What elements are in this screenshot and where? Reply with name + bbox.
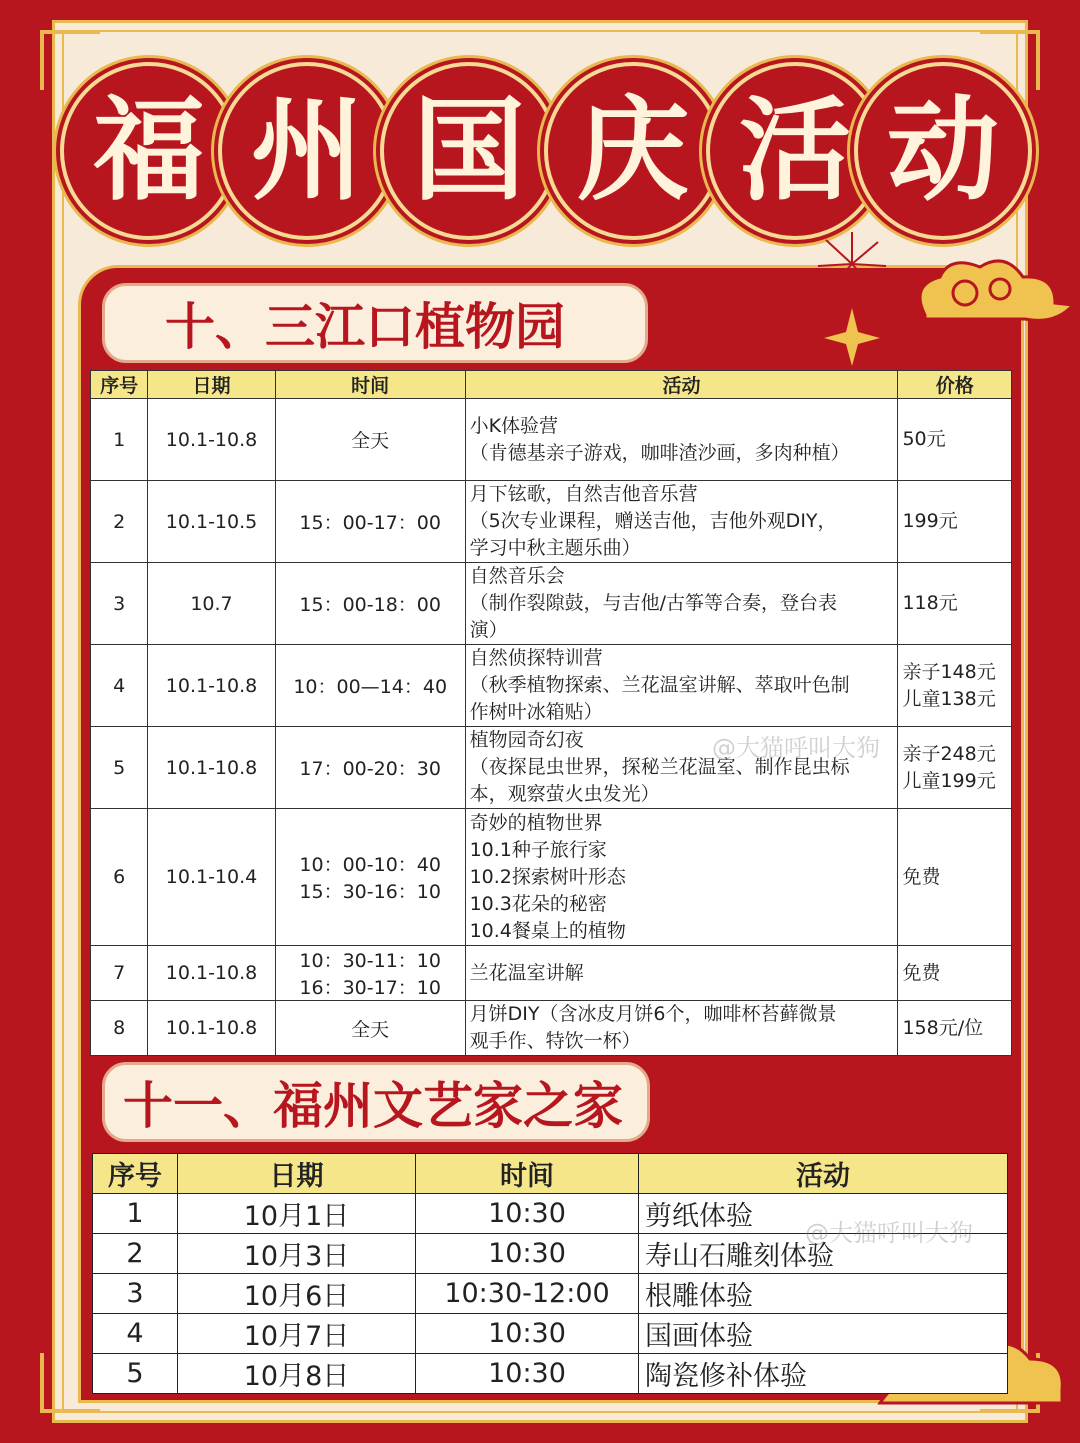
cell-date: 10月7日	[178, 1314, 416, 1354]
cloud-icon	[905, 255, 1075, 335]
cell-activity-line: 10.3花朵的秘密	[469, 892, 607, 915]
cell-price-line: 儿童199元	[902, 769, 996, 792]
table-row	[91, 1001, 1012, 1056]
table-row	[91, 399, 1012, 481]
cell-price	[898, 946, 1012, 1001]
section-label: 十、三江口植物园	[102, 283, 648, 363]
cell-date: 10.1-10.8	[148, 946, 276, 1001]
cell-time: 10:30	[416, 1194, 639, 1234]
cell-no: 4	[93, 1314, 178, 1354]
table-row	[93, 1314, 1008, 1354]
page-title	[50, 62, 1040, 247]
table-row	[91, 809, 1012, 946]
title-char: 福	[93, 85, 205, 216]
cell-price	[898, 399, 1012, 481]
cell-activity: 根雕体验	[639, 1274, 1008, 1314]
artist-home-table	[92, 1153, 1008, 1394]
title-char: 国	[413, 85, 525, 216]
cell-activity: 陶瓷修补体验	[639, 1354, 1008, 1394]
title-circle	[380, 62, 558, 240]
cell-activity-line: 植物园奇幻夜	[469, 729, 584, 751]
cell-activity-line: 月下铉歌，自然吉他音乐营	[469, 483, 698, 505]
cell-date: 10.7	[148, 563, 276, 645]
cell-activity-line: 观手作、特饮一杯）	[469, 1030, 641, 1052]
header-no: 序号	[91, 371, 148, 399]
cell-activity-line: 小K体验营	[469, 414, 559, 437]
cell-date: 10月8日	[178, 1354, 416, 1394]
title-circle	[60, 62, 238, 240]
botanical-garden-table	[90, 370, 1012, 1056]
cell-time-line: 16：30-17：10	[299, 977, 441, 999]
cell-activity-line: （秋季植物探索、兰花温室讲解、萃取叶色制	[469, 674, 850, 696]
cell-time-line: 15：00-18：00	[299, 594, 441, 616]
cell-activity	[465, 1001, 898, 1056]
table-row	[93, 1354, 1008, 1394]
cell-date: 10月1日	[178, 1194, 416, 1234]
cell-time-line: 15：00-17：00	[299, 512, 441, 534]
cell-price	[898, 563, 1012, 645]
header-time: 时间	[275, 371, 465, 399]
cell-activity: 寿山石雕刻体验	[639, 1234, 1008, 1274]
header-activity: 活动	[465, 371, 898, 399]
table-header-row	[93, 1154, 1008, 1194]
cell-no: 2	[93, 1234, 178, 1274]
cell-price-line: 亲子148元	[902, 660, 996, 683]
title-circle	[854, 62, 1032, 240]
cell-date: 10.1-10.5	[148, 481, 276, 563]
cell-date: 10月6日	[178, 1274, 416, 1314]
header-date: 日期	[148, 371, 276, 399]
cell-time-line: 全天	[351, 430, 390, 452]
cell-price	[898, 727, 1012, 809]
header-activity: 活动	[639, 1154, 1008, 1194]
cell-activity-line: 本，观察萤火虫发光）	[469, 783, 660, 805]
cell-no: 5	[91, 727, 148, 809]
title-char: 州	[251, 85, 363, 216]
cell-time: 10:30	[416, 1234, 639, 1274]
cell-activity	[465, 481, 898, 563]
header-time: 时间	[416, 1154, 639, 1194]
cell-price	[898, 809, 1012, 946]
cell-no: 1	[93, 1194, 178, 1234]
cell-time: 10:30	[416, 1314, 639, 1354]
cell-activity: 国画体验	[639, 1314, 1008, 1354]
cell-time-line: 全天	[351, 1018, 390, 1041]
cell-date: 10.1-10.8	[148, 1001, 276, 1056]
cell-time	[275, 946, 465, 1001]
cell-no: 8	[91, 1001, 148, 1056]
cell-date: 10.1-10.4	[148, 809, 276, 946]
cell-activity	[465, 645, 898, 727]
table-row	[91, 946, 1012, 1001]
cell-time: 10:30	[416, 1354, 639, 1394]
cell-date: 10月3日	[178, 1234, 416, 1274]
cell-price	[898, 481, 1012, 563]
cell-time-line: 15：30-16：10	[299, 881, 441, 903]
cell-time-line: 10：00—14：40	[293, 676, 448, 698]
cell-price-line: 158元/位	[902, 1016, 984, 1039]
cell-price-line: 儿童138元	[902, 687, 996, 710]
table-row	[91, 645, 1012, 727]
title-char: 庆	[577, 85, 689, 216]
header-date: 日期	[178, 1154, 416, 1194]
title-circle	[544, 62, 722, 240]
cell-activity: 剪纸体验	[639, 1194, 1008, 1234]
cell-activity-line: （制作裂隙鼓，与吉他/古筝等合奏，登台表	[469, 592, 837, 614]
cell-activity-line: 10.1种子旅行家	[469, 838, 607, 861]
cell-activity-line: 兰花温室讲解	[469, 961, 584, 984]
cell-price	[898, 1001, 1012, 1056]
header-price: 价格	[898, 371, 1012, 399]
cell-time-line: 10：30-11：10	[299, 950, 441, 972]
title-char: 活	[739, 85, 851, 216]
cell-activity	[465, 563, 898, 645]
table-header-row	[91, 371, 1012, 399]
cell-activity	[465, 946, 898, 1001]
cell-time	[275, 399, 465, 481]
cell-no: 3	[93, 1274, 178, 1314]
cell-no: 1	[91, 399, 148, 481]
cell-time	[275, 809, 465, 946]
cell-activity-line: 月饼DIY（含冰皮月饼6个，咖啡杯苔藓微景	[469, 1003, 837, 1025]
cell-activity-line: 自然侦探特训营	[469, 647, 603, 669]
cell-activity-line: 10.4餐桌上的植物	[469, 919, 626, 942]
cell-date: 10.1-10.8	[148, 727, 276, 809]
cell-no: 2	[91, 481, 148, 563]
cell-no: 3	[91, 563, 148, 645]
cell-activity-line: （5次专业课程，赠送吉他，吉他外观DIY，	[469, 510, 837, 532]
cell-activity-line: 学习中秋主题乐曲）	[469, 537, 641, 559]
title-circle	[218, 62, 396, 240]
cell-no: 6	[91, 809, 148, 946]
cell-price-line: 免费	[902, 961, 941, 984]
cell-price-line: 118元	[902, 592, 958, 614]
cell-time	[275, 645, 465, 727]
cell-activity-line: （肯德基亲子游戏，咖啡渣沙画，多肉种植）	[469, 441, 850, 464]
cell-date: 10.1-10.8	[148, 399, 276, 481]
cell-price-line: 199元	[902, 510, 958, 532]
cell-time-line: 17：00-20：30	[299, 758, 441, 780]
cell-no: 7	[91, 946, 148, 1001]
cell-activity	[465, 809, 898, 946]
section-label: 十一、福州文艺家之家	[102, 1062, 650, 1142]
cell-time-line: 10：00-10：40	[299, 854, 441, 876]
firework-icon	[812, 228, 892, 368]
table-row	[91, 563, 1012, 645]
cell-activity-line: 演）	[469, 619, 508, 641]
cell-price-line: 50元	[902, 428, 946, 450]
cell-no: 5	[93, 1354, 178, 1394]
cell-activity-line: 10.2探索树叶形态	[469, 865, 626, 888]
cell-time	[275, 727, 465, 809]
watermark: @大猫呼叫大狗	[805, 1219, 973, 1247]
watermark: @大猫呼叫大狗	[712, 734, 880, 762]
table-row	[91, 481, 1012, 563]
cell-time	[275, 481, 465, 563]
header-no: 序号	[93, 1154, 178, 1194]
cell-time	[275, 1001, 465, 1056]
cell-price-line: 免费	[902, 865, 941, 888]
cell-activity-line: 作树叶冰箱贴）	[469, 701, 603, 723]
cell-date: 10.1-10.8	[148, 645, 276, 727]
cell-time: 10:30-12:00	[416, 1274, 639, 1314]
cell-no: 4	[91, 645, 148, 727]
cell-activity-line: （夜探昆虫世界，探秘兰花温室、制作昆虫标	[469, 756, 850, 778]
cell-price	[898, 645, 1012, 727]
cell-price-line: 亲子248元	[902, 742, 996, 765]
title-char: 动	[887, 85, 999, 216]
cell-activity	[465, 399, 898, 481]
table-row	[93, 1274, 1008, 1314]
cell-activity-line: 自然音乐会	[469, 565, 565, 587]
cell-time	[275, 563, 465, 645]
cell-activity-line: 奇妙的植物世界	[469, 811, 603, 834]
